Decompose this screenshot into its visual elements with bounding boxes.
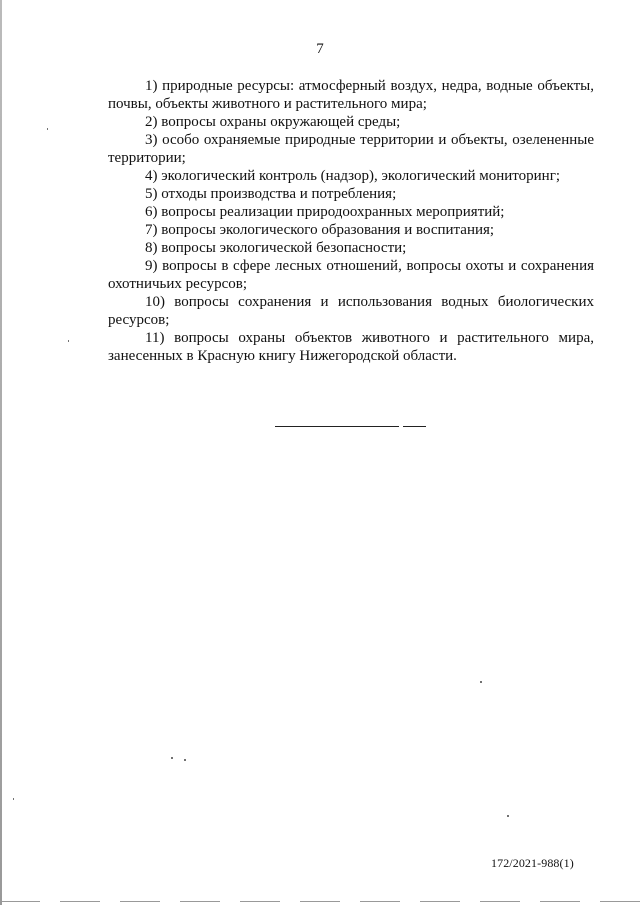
list-item: 5) отходы производства и потребления;: [145, 186, 397, 202]
end-of-document-rule: [275, 426, 426, 427]
list-item: 10) вопросы сохранения и использования водных биологических ресурсов;: [108, 294, 594, 328]
list-item: 4) экологический контроль (надзор), экологический мониторинг;: [145, 168, 561, 184]
list-item: 2) вопросы охраны окружающей среды;: [145, 114, 401, 130]
topic-list: [108, 77, 594, 365]
scan-speck: [480, 681, 482, 683]
page-bottom-edge: [0, 901, 640, 902]
scan-speck: [68, 340, 69, 342]
scan-speck: [13, 798, 14, 800]
page-left-edge: [0, 0, 2, 905]
page-number: 7: [316, 41, 324, 57]
list-item: 6) вопросы реализации природоохранных мероприятий;: [145, 204, 505, 220]
list-item: 7) вопросы экологического образования и воспитания;: [145, 222, 495, 238]
document-code: 172/2021-988(1): [491, 856, 574, 870]
list-item: 1) природные ресурсы: атмосферный воздух, недра, водные объекты, почвы, объекты животного и растительного мира;: [108, 78, 594, 112]
end-rule-gap: [399, 424, 403, 428]
list-item: 3) особо охраняемые природные территории и объекты, озелененные территории;: [108, 132, 594, 166]
list-item: 11) вопросы охраны объектов животного и растительного мира, занесенных в Красную книгу Нижегородской области.: [108, 330, 594, 364]
list-item: 9) вопросы в сфере лесных отношений, вопросы охоты и сохранения охотничьих ресурсов;: [108, 258, 594, 292]
scan-speck: [171, 757, 173, 759]
scan-speck: [507, 815, 509, 817]
scan-speck: [184, 759, 186, 761]
list-item: 8) вопросы экологической безопасности;: [145, 240, 407, 256]
scan-speck: [47, 128, 48, 130]
